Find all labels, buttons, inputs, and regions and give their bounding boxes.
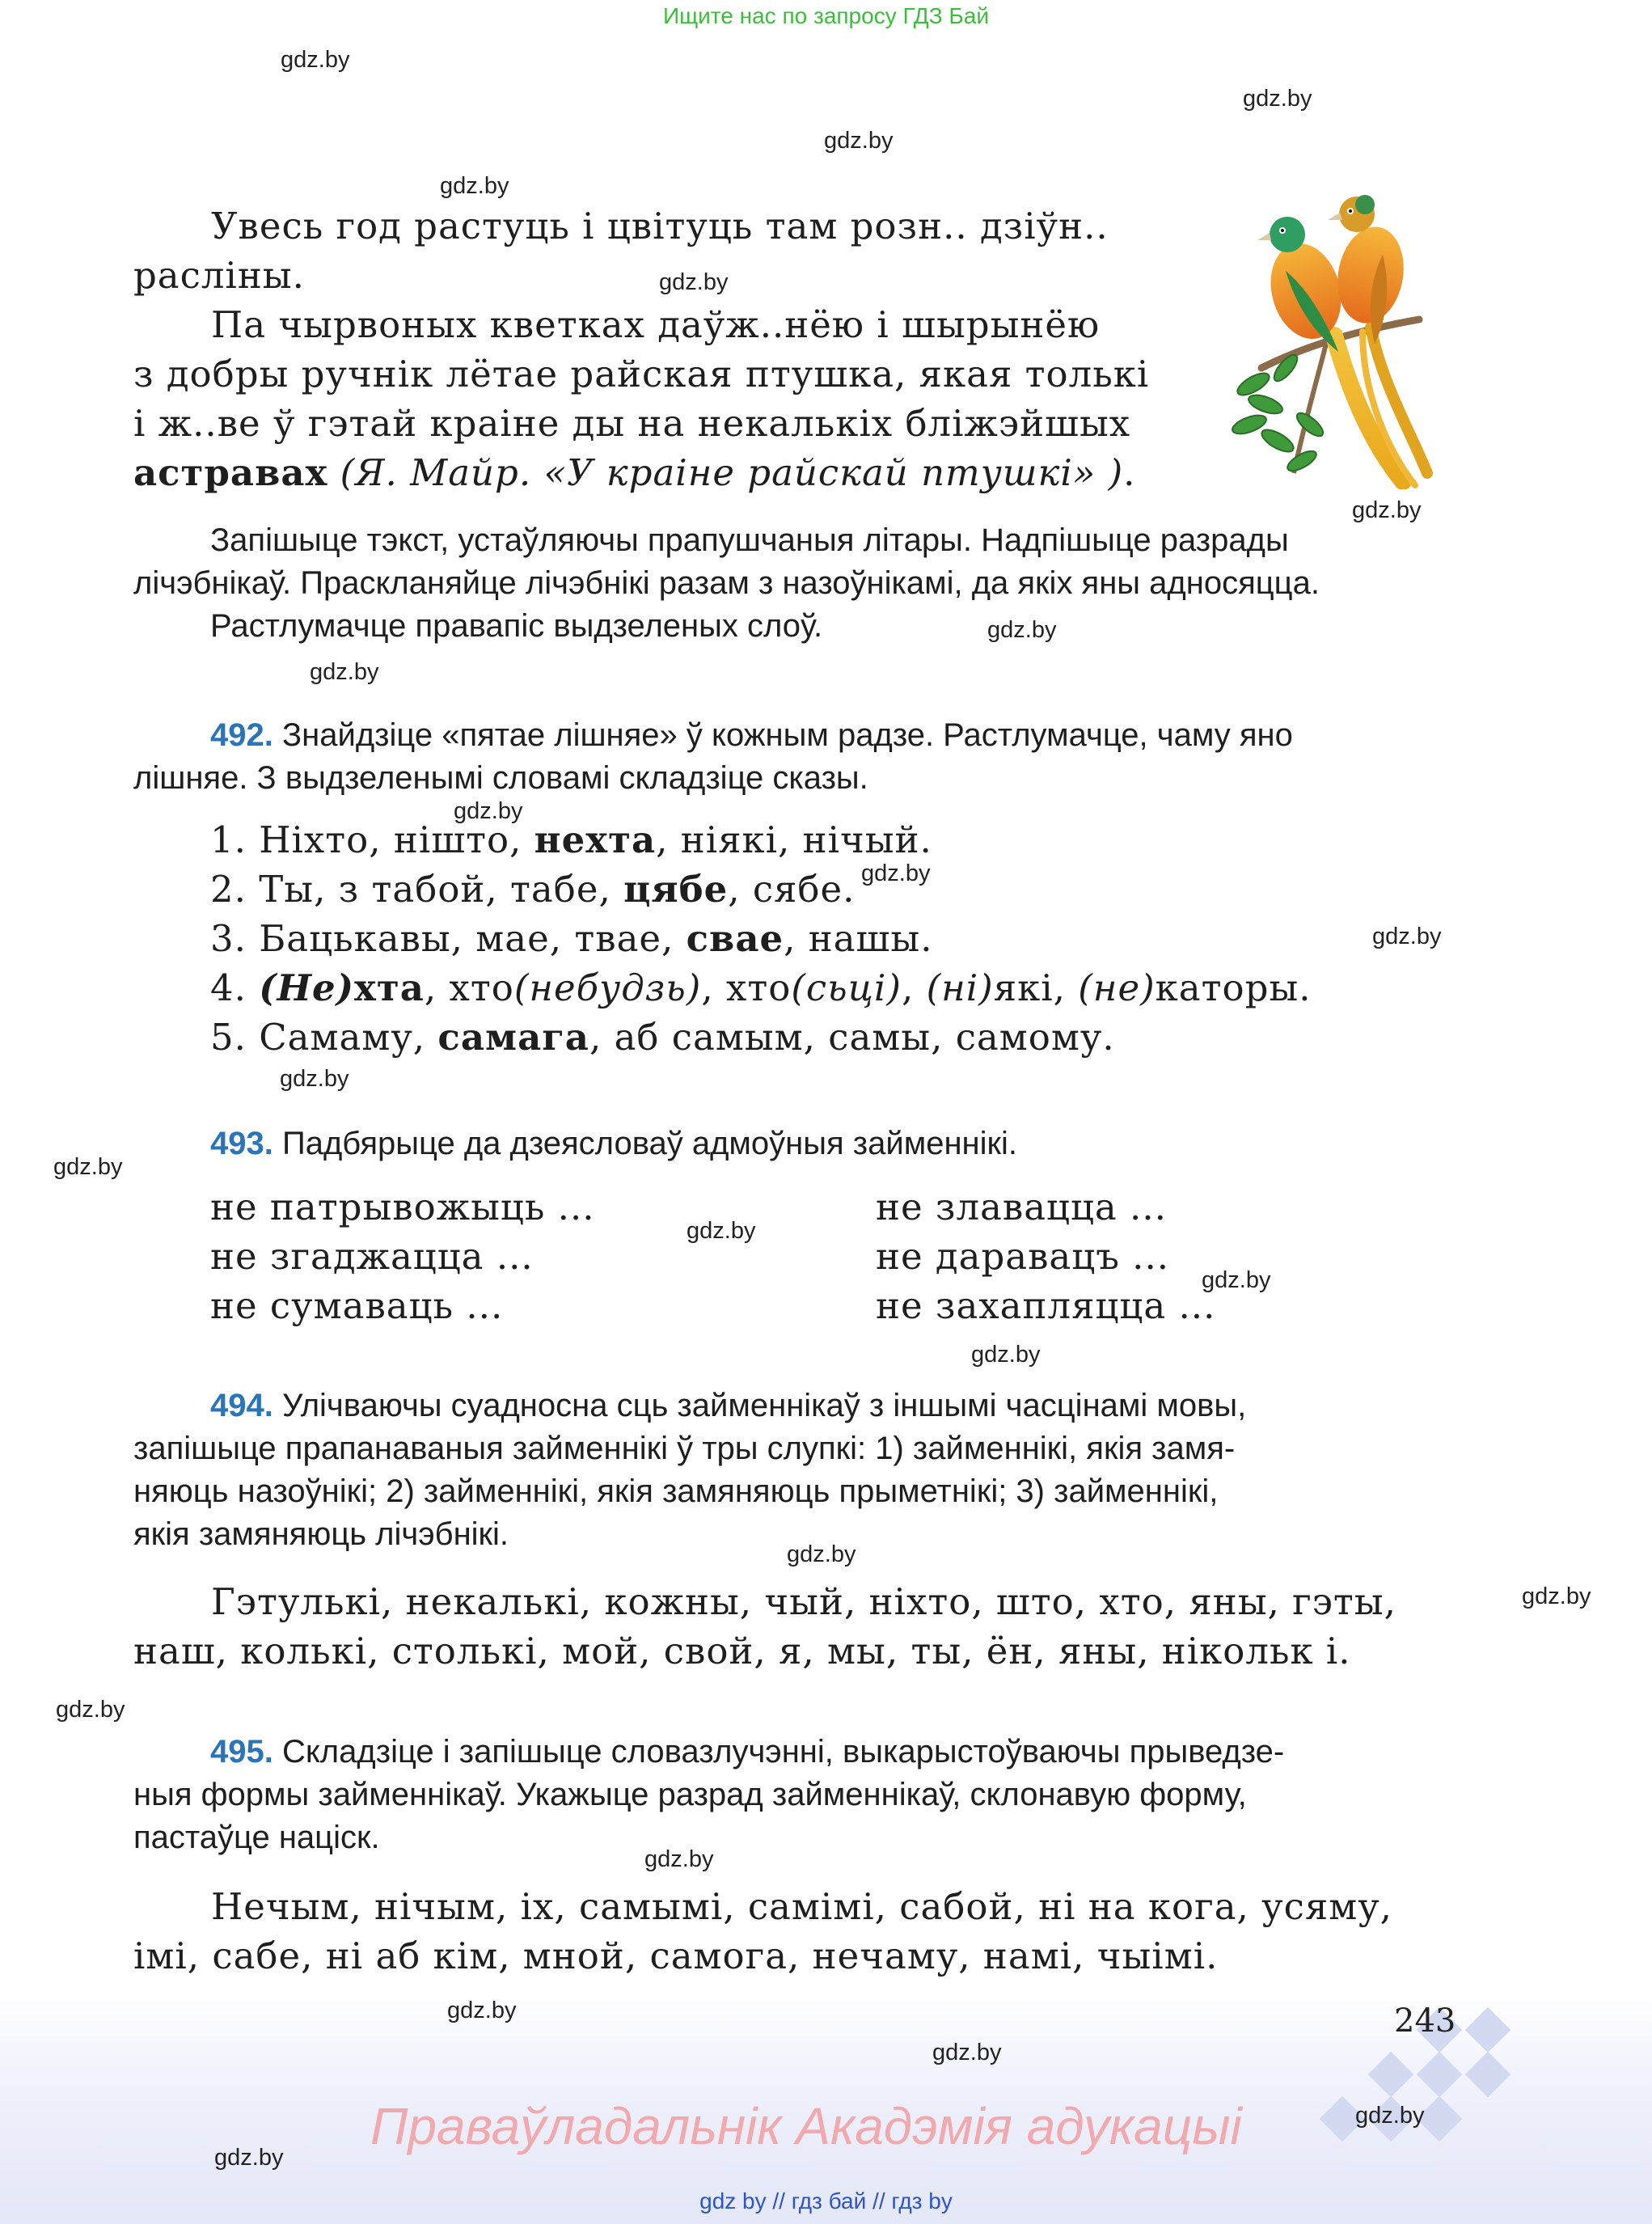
list-item: 3. Бацькавы, мае, твае, свае, нашы. (210, 917, 933, 960)
list-item: не патрывожыць ... (210, 1186, 595, 1228)
passage-line: і ж..ве ў гэтай краіне ды на некалькіх бліжэйшых (133, 402, 1131, 445)
task-line: Растлумачце правапіс выдзеленых слоў. (210, 608, 823, 644)
watermark: gdz.by (787, 1541, 856, 1567)
watermark: gdz.by (281, 47, 350, 73)
task-line: Запішыце тэкст, устаўляючы прапушчаныя літары. Надпішыце разрады (210, 522, 1289, 558)
watermark: gdz.by (644, 1846, 714, 1872)
watermark: gdz.by (659, 269, 729, 295)
word-list-line: імі, сабе, ні аб кім, мной, самога, нечаму, намі, чыімі. (133, 1934, 1219, 1977)
watermark: gdz.by (214, 2145, 284, 2171)
exercise-495 (133, 1731, 1468, 1859)
watermark: gdz.by (1243, 86, 1312, 112)
task-line: лічэбнікаў. Праскланяйце лічэбнікі разам з назоўнікамі, да якіх яны адносяцца. (133, 565, 1320, 601)
watermark: gdz.by (447, 1998, 517, 2023)
watermark: gdz.by (1522, 1583, 1591, 1609)
exercise-493-left-column (210, 1182, 595, 1330)
list-item: не даравацъ ... (876, 1235, 1170, 1278)
bold-word: астравах (133, 451, 328, 494)
exercise-number: 492. (210, 717, 273, 753)
page-number: 243 (1394, 2002, 1456, 2040)
exercise-number: 495. (210, 1734, 273, 1769)
period: . (1123, 451, 1136, 494)
watermark: gdz.by (1372, 924, 1442, 949)
exercise-text: ныя формы займеннікаў. Укажыце разрад займеннікаў, склонавую форму, (133, 1777, 1247, 1812)
exercise-495-words (133, 1882, 1392, 1981)
watermark: gdz.by (824, 128, 894, 154)
passage-line: Па чырвоных кветках даўж..нёю і шырынёю (211, 303, 1101, 346)
passage-line: Увесь год растуць і цвітуць там розн.. дзіўн.. (211, 205, 1109, 247)
passage-line (133, 448, 1185, 497)
top-search-link[interactable]: Ищите нас по запросу ГДЗ Бай (662, 3, 990, 28)
list-item: 5. Самаму, самага, аб самым, самы, самому. (210, 1016, 1115, 1059)
word-list-line: наш, колькі, столькі, мой, свой, я, мы, ты, ён, яны, нікольк і. (133, 1630, 1351, 1672)
watermark: gdz.by (440, 173, 509, 199)
citation: (Я. Майр. «У краіне райскай птушкі» ) (327, 451, 1124, 494)
exercise-text: Знайдзіце «пятае лішняе» ў кожным радзе. Растлумачце, чаму яно (273, 717, 1293, 753)
text-passage (133, 201, 1185, 497)
word-list-line: Нечым, нічым, іх, самымі, самімі, сабой, ні на кога, усяму, (211, 1885, 1392, 1928)
exercise-number: 493. (210, 1126, 273, 1161)
watermark: gdz.by (454, 798, 523, 824)
watermark: gdz.by (1355, 2103, 1425, 2129)
list-item: не згаджацца ... (210, 1235, 534, 1278)
watermark: gdz.by (1202, 1267, 1271, 1293)
exercise-number: 494. (210, 1388, 273, 1423)
list-item: не захапляцца ... (876, 1284, 1216, 1327)
exercise-493 (210, 1123, 1017, 1165)
watermark: gdz.by (687, 1218, 756, 1244)
exercise-text: Падбярыце да дзеясловаў адмоўныя займеннікі. (273, 1126, 1018, 1161)
watermark: gdz.by (310, 659, 379, 685)
exercise-494 (133, 1385, 1468, 1556)
word-list-line: Гэтулькі, некалькі, кожны, чый, ніхто, што, хто, яны, гэты, (211, 1580, 1396, 1623)
exercise-text: лішняе. З выдзеленымі словамі складзіце сказы. (133, 760, 868, 796)
passage-line: з добры ручнік лётае райская птушка, якая толькі (133, 353, 1150, 395)
watermark: gdz.by (987, 617, 1057, 643)
watermark: gdz.by (280, 1066, 349, 1092)
exercise-text: няюць назоўнікі; 2) займеннікі, якія замяняюць прыметнікі; 3) займеннікі, (133, 1474, 1219, 1509)
birds-illustration (1229, 182, 1447, 489)
copyright-holder: Праваўладальнік Акадэмія адукацыі (370, 2097, 1242, 2155)
watermark: gdz.by (971, 1342, 1041, 1368)
watermark: gdz.by (1352, 497, 1422, 523)
exercise-text: запішыце прапанаваныя займеннікі ў тры слупкі: 1) займеннікі, якія замя- (133, 1431, 1236, 1466)
watermark: gdz.by (861, 860, 931, 886)
list-item: 2. Ты, з табой, табе, цябе, сябе. (210, 868, 856, 911)
exercise-492 (133, 714, 1468, 800)
passage-line: расліны. (133, 254, 305, 297)
task-instructions (133, 519, 1504, 648)
exercise-text: якія замяняюць лічэбнікі. (133, 1516, 509, 1552)
bottom-links[interactable]: gdz by // гдз бай // гдз by (699, 2188, 953, 2213)
list-item: 1. Ніхто, нішто, нехта, ніякі, нічый. (210, 818, 932, 861)
list-item: не сумаваць ... (210, 1284, 504, 1327)
watermark: gdz.by (932, 2040, 1002, 2065)
exercise-text: пастаўце націск. (133, 1820, 380, 1855)
list-item: не злавацца ... (876, 1186, 1167, 1228)
exercise-493-right-column (876, 1182, 1215, 1330)
exercise-text: Складзіце і запішыце словазлучэнні, выкарыстоўваючы прыведзе- (273, 1734, 1285, 1769)
exercise-494-words (133, 1577, 1396, 1676)
watermark: gdz.by (53, 1154, 123, 1180)
exercise-text: Улічваючы суадносна сць займеннікаў з іншымі часцінамі мовы, (273, 1388, 1247, 1423)
exercise-492-rows (210, 815, 1312, 1062)
list-item: 4. (Не)хта, хто(небудзь), хто(сьці), (ні)які, (не)каторы. (210, 966, 1312, 1009)
watermark: gdz.by (56, 1697, 125, 1723)
